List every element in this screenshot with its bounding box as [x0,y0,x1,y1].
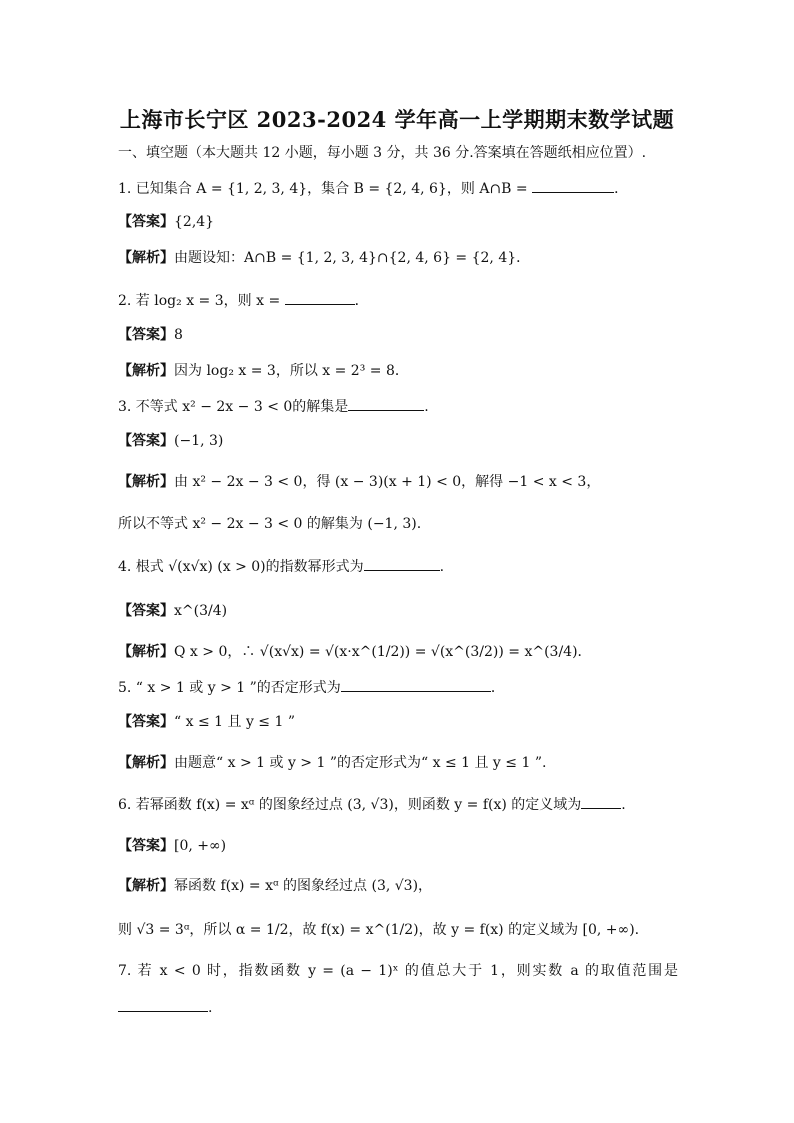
answer-blank [581,794,621,809]
question-3-text-b: 的解集是 [292,399,349,415]
analysis-6 [118,876,432,896]
analysis-1 [118,248,530,268]
question-1-text-b: ，集合 [307,181,354,197]
analysis-text: 由题意“ x > 1 或 y > 1 ”的否定形式为“ x ≤ 1 且 y ≤ 1 ”. [174,755,547,771]
question-end: ． [614,181,629,197]
question-end: . [424,399,429,415]
question-7: 7. 若 x < 0 时，指数函数 y = (a − 1)ˣ 的值总大于 1，则实数 a 的取值范围是 [118,963,678,979]
analysis-label: 【解析】 [118,363,174,379]
analysis-label: 【解析】 [118,878,174,894]
radical-expr: √(x√x) (x > 0) [168,559,266,575]
answer-blank [364,556,440,571]
set-a: A = {1, 2, 3, 4} [196,181,308,197]
intersection-expr: A∩B = [479,181,528,197]
analysis-text: 由 x² − 2x − 3 < 0，得 (x − 3)(x + 1) < 0，解得 −1 < x < 3， [174,474,601,490]
question-1 [118,178,628,199]
analysis-text: 因为 [174,363,207,379]
analysis-label: 【解析】 [118,250,174,266]
question-end: . [621,797,626,813]
analysis-6-cont [118,920,639,940]
question-3 [118,396,429,417]
question-5 [118,677,505,698]
question-1-text-c: ，则 [446,181,480,197]
answer-blank [341,677,491,692]
power-expr: x = 2³ = 8． [322,363,409,379]
answer-blank [348,396,424,411]
answer-value: (−1, 3) [174,433,224,449]
question-end: . [439,559,445,575]
answer-4 [118,601,227,621]
analysis-2 [118,361,409,381]
inequality-expr: x² − 2x − 3 < 0 [182,399,293,415]
answer-label: 【答案】 [118,714,174,730]
answer-2 [118,325,183,345]
analysis-3 [118,472,600,492]
log-expr: log₂ x = 3 [154,293,224,309]
answer-value: [0, +∞) [174,838,227,854]
analysis-4 [118,642,592,662]
analysis-text: 幂函数 f(x) = xᵅ 的图象经过点 (3, √3)， [174,878,433,894]
question-3-text: 3. 不等式 [118,399,183,415]
question-4-text: 4. 根式 [118,559,169,575]
analysis-label: 【解析】 [118,474,174,490]
question-6-text: 6. 若幂函数 f(x) = xᵅ 的图象经过点 (3, √3)，则函数 y = f(x) 的定义域为 [118,797,582,813]
answer-label: 【答案】 [118,327,174,343]
question-end: ． [354,293,369,309]
answer-1 [118,212,214,232]
answer-value: 8 [174,327,183,343]
log-expr: log₂ x = 3 [206,363,276,379]
analysis-label: 【解析】 [118,755,174,771]
answer-value: {2,4} [174,214,215,230]
question-5-text: 5. “ x > 1 或 y > 1 ”的否定形式为 [118,680,341,696]
answer-blank [285,290,355,305]
question-4-text-b: 的指数幂形式为 [265,559,364,575]
question-1-text: 1. 已知集合 [118,181,197,197]
analysis-text: 由题设知：A∩B = {1, 2, 3, 4}∩{2, 4, 6} = {2, 4}． [174,250,531,266]
answer-5 [118,712,295,732]
question-end: ． [490,680,505,696]
var-x: x = [256,293,281,309]
analysis-5 [118,753,546,773]
answer-blank [118,997,208,1012]
question-4 [118,556,444,577]
answer-blank [532,178,614,193]
answer-label: 【答案】 [118,838,174,854]
answer-6 [118,836,226,856]
analysis-text: Q x > 0，∴ √(x√x) = √(x·x^(1/2)) = √(x^(3/2)) = x^(3/4)． [174,644,592,660]
section-heading: 一、填空题（本大题共 12 小题，每小题 3 分，共 36 分.答案填在答题纸相应位置）. [118,145,647,161]
question-2-text: 2. 若 [118,293,155,309]
answer-label: 【答案】 [118,603,174,619]
answer-value: x^(3/4) [174,603,228,619]
analysis-3-cont [118,514,421,534]
analysis-text-cont: 则 √3 = 3ᵅ，所以 α = 1/2，故 f(x) = x^(1/2)，故 y = f(x) 的定义域为 [0, +∞). [118,922,640,938]
analysis-text-cont: 所以不等式 x² − 2x − 3 < 0 的解集为 (−1, 3). [118,516,422,532]
analysis-label: 【解析】 [118,644,174,660]
page-title: 上海市长宁区 2023-2024 学年高一上学期期末数学试题 [119,107,675,132]
question-2 [118,290,369,311]
question-7-blank-line [118,997,212,1018]
answer-3 [118,431,223,451]
answer-value: “ x ≤ 1 且 y ≤ 1 ” [174,714,295,730]
answer-label: 【答案】 [118,214,174,230]
question-6 [118,794,626,815]
answer-label: 【答案】 [118,433,174,449]
set-b: B = {2, 4, 6} [353,181,447,197]
question-2-text-b: ，则 [223,293,257,309]
analysis-text-b: ，所以 [275,363,323,379]
question-end: . [208,1000,213,1016]
